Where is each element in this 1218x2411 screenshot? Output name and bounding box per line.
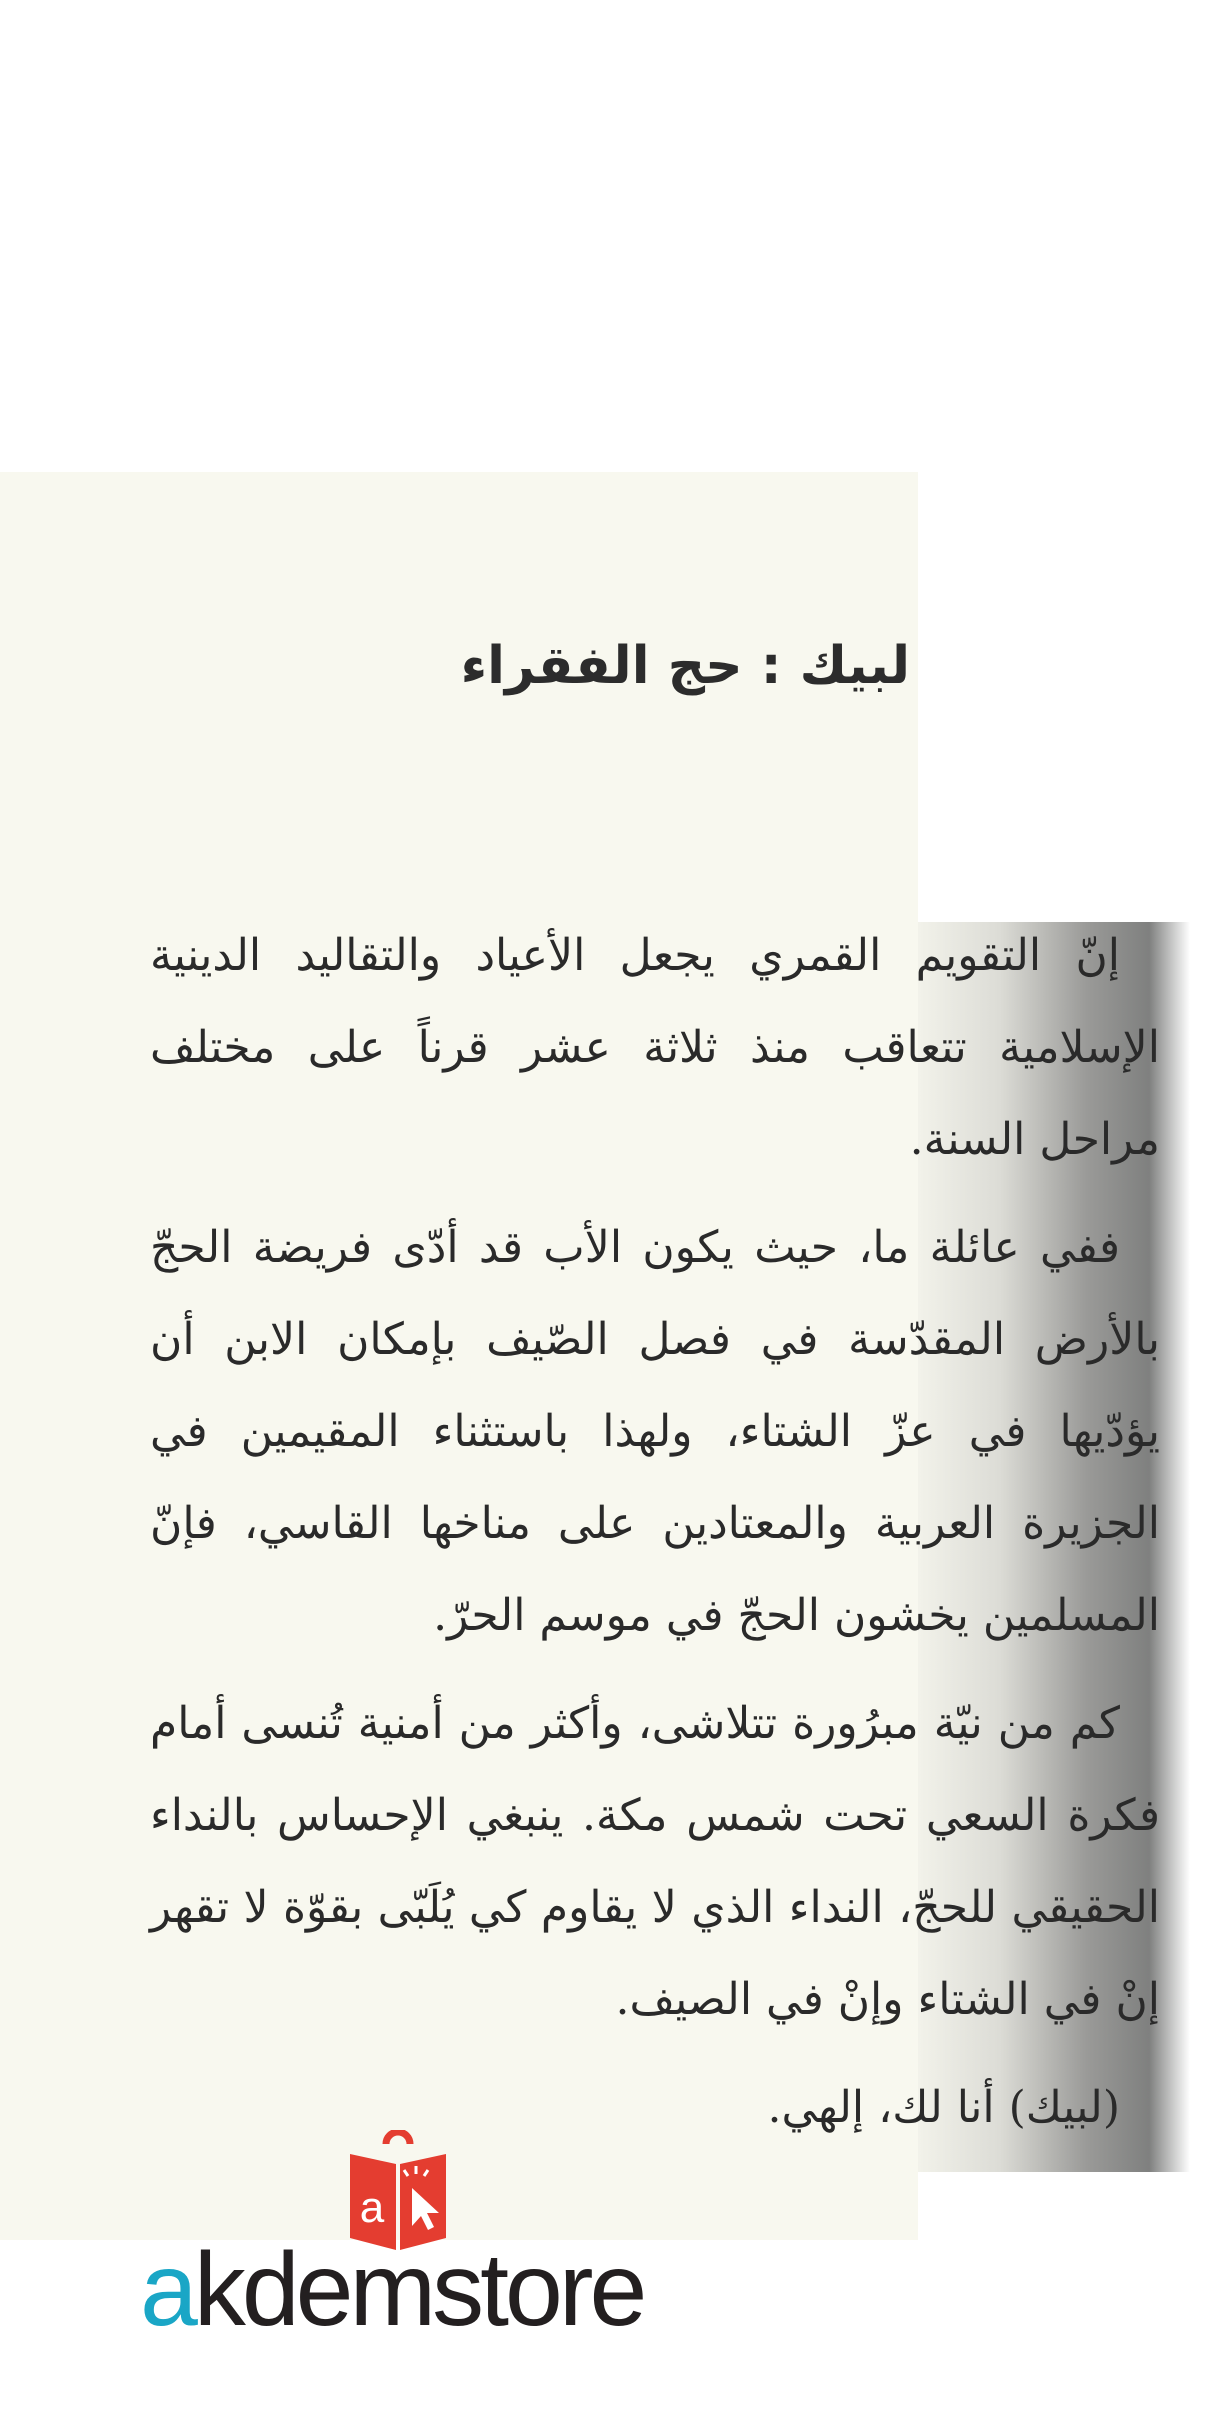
paragraph: ففي عائلة ما، حيث يكون الأب قد أدّى فريضة الحجّ بالأرض المقدّسة في فصل الصّيف بإمكان الابن أن يؤدّيها في عزّ الشتاء، ولهذا باستثناء المقيمين في الجزيرة العربية والمعتادين على مناخها القاسي، فإنّ المسلمين يخشون الحجّ في موسم الحرّ. — [150, 1222, 1160, 1641]
logo-book-letter: a — [359, 2183, 385, 2232]
logo-wordmark-rest: kdemstore — [193, 2232, 644, 2348]
logo-first-letter: a — [140, 2232, 194, 2348]
paragraph: كم من نيّة مبرُورة تتلاشى، وأكثر من أمنية تُنسى أمام فكرة السعي تحت شمس مكة. ينبغي الإحساس بالنداء الحقيقي للحجّ، النداء الذي لا يقاوم كي يُلَبّى بقوّة لا تقهر إنْ في الشتاء وإنْ في الصيف. — [150, 1698, 1160, 2025]
page-edge — [1190, 922, 1218, 2172]
logo-wordmark — [140, 2232, 644, 2348]
paragraph: إنّ التقويم القمري يجعل الأعياد والتقاليد الدينية الإسلامية تتعاقب منذ ثلاثة عشر قرناً على مختلف مراحل السنة. — [150, 930, 1160, 1165]
akdemstore-logo — [140, 2130, 680, 2348]
body-text — [150, 910, 1160, 2170]
paragraph: (لبيك) أنا لك، إلهي. — [767, 2082, 1120, 2133]
chapter-title: لبيك : حج الفقراء — [460, 636, 910, 696]
